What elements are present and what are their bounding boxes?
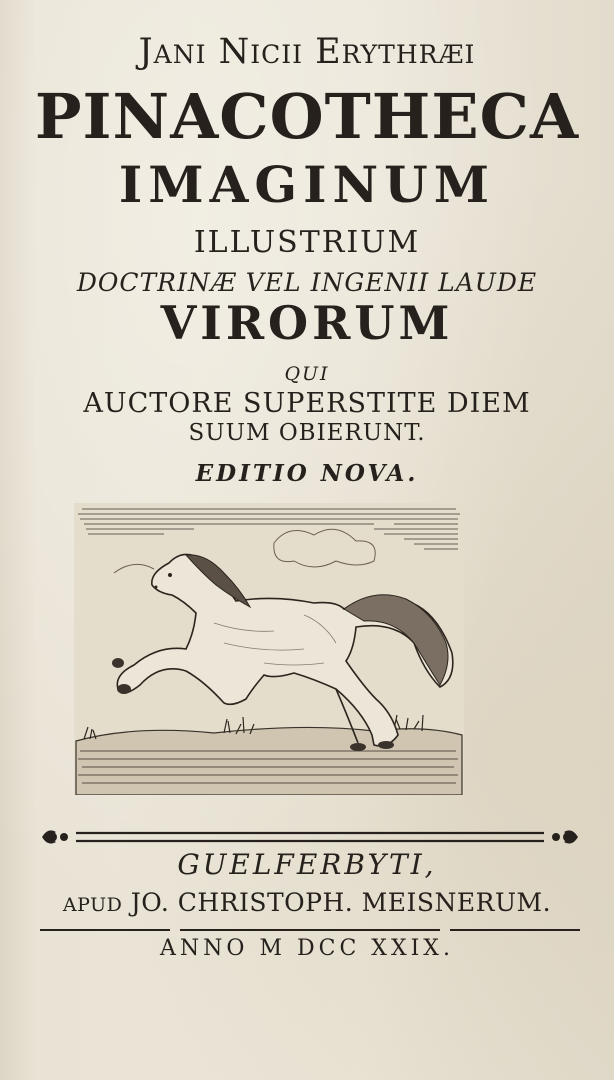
imprint-printer: JO. CHRISTOPH. MEISNERUM. [130,888,552,917]
author-line: Jani Nicii Erythræi [138,32,476,72]
main-title: PINACOTHECA [34,80,580,153]
imprint-year: ANNO M DCC XXIX. [160,936,454,961]
title-line-imaginum: IMAGINUM [118,155,496,214]
imprint-place: GUELFERBYTI, [177,848,437,881]
horse-icon [74,503,464,795]
title-line-auctore: AUCTORE SUPERSTITE DIEM [83,388,531,419]
imprint-apud: APUD [62,894,123,916]
edition-line: EDITIO NOVA. [195,460,419,487]
title-line-obierunt: SUUM OBIERUNT. [188,420,426,446]
title-line-virorum: VIRORUM [160,296,454,350]
title-line-illustrium: ILLUSTRIUM [193,225,421,260]
imprint-printer-line [0,888,614,917]
title-line-doctrinae: DOCTRINÆ VEL INGENII LAUDE [76,268,538,297]
title-line-qui: QUI [284,363,330,385]
